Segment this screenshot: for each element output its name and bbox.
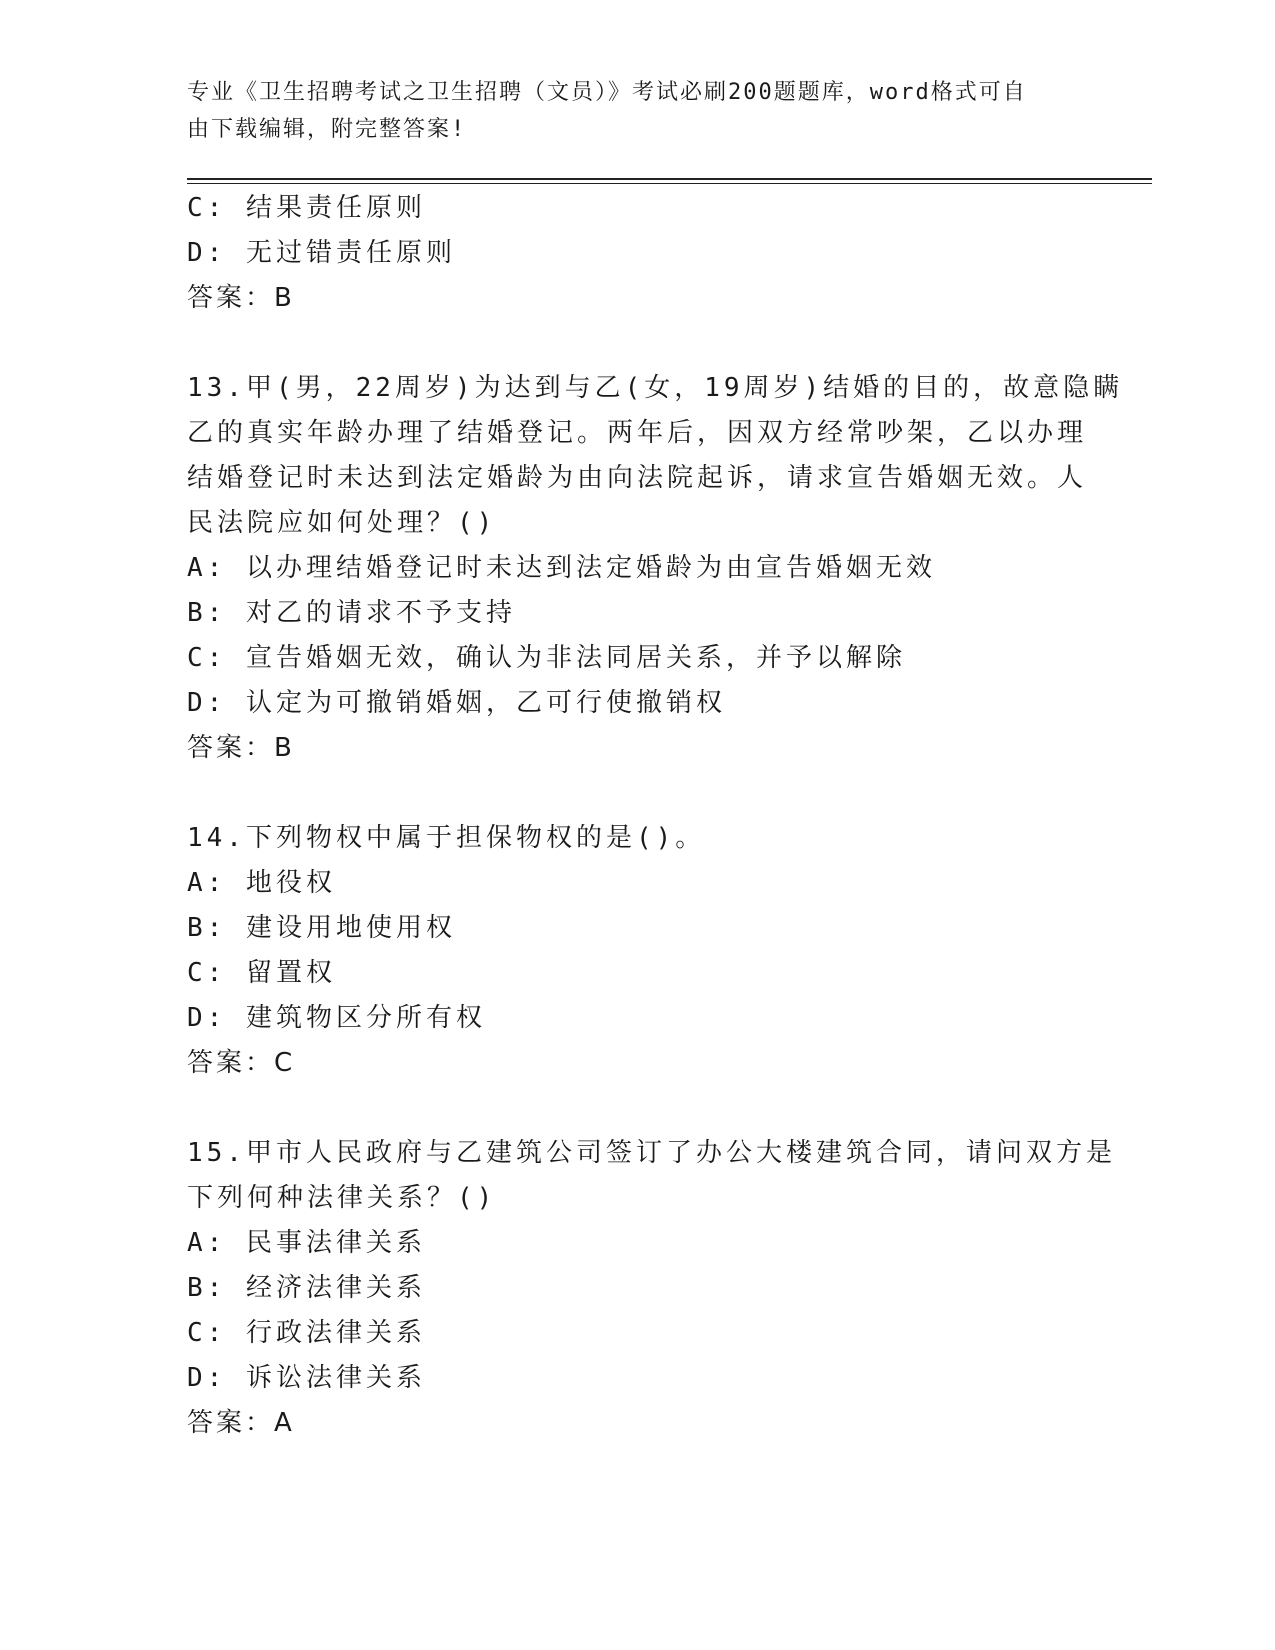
q15-stem-line-2: 下列何种法律关系？(): [187, 1183, 497, 1213]
q12-option-c: C: 结果责任原则: [187, 193, 426, 223]
q14-option-a: A: 地役权: [187, 868, 336, 898]
q13-option-d: D: 认定为可撤销婚姻，乙可行使撤销权: [187, 688, 726, 718]
q15-option-c: C: 行政法律关系: [187, 1318, 426, 1348]
q12-answer: 答案：B: [187, 283, 295, 313]
q14-option-d: D: 建筑物区分所有权: [187, 1003, 486, 1033]
q15-stem-line-1: 15.甲市人民政府与乙建筑公司签订了办公大楼建筑合同，请问双方是: [187, 1138, 1116, 1168]
q14-stem: 14.下列物权中属于担保物权的是()。: [187, 823, 706, 853]
q13-option-b: B: 对乙的请求不予支持: [187, 598, 516, 628]
q13-answer: 答案：B: [187, 733, 295, 763]
q15-answer: 答案：A: [187, 1408, 295, 1438]
header-divider-thin: [187, 183, 1152, 184]
header-line-2: 由下载编辑，附完整答案!: [187, 117, 467, 142]
q13-stem-line-4: 民法院应如何处理？(): [187, 508, 497, 538]
q14-option-b: B: 建设用地使用权: [187, 913, 456, 943]
header-divider-thick: [187, 178, 1152, 180]
q15-option-d: D: 诉讼法律关系: [187, 1363, 426, 1393]
q13-option-a: A: 以办理结婚登记时未达到法定婚龄为由宣告婚姻无效: [187, 553, 936, 583]
header-line-1: 专业《卫生招聘考试之卫生招聘（文员）》考试必刷200题题库，word格式可自: [187, 80, 1027, 105]
q14-answer: 答案：C: [187, 1048, 296, 1078]
q15-option-a: A: 民事法律关系: [187, 1228, 426, 1258]
q13-stem-line-2: 乙的真实年龄办理了结婚登记。两年后，因双方经常吵架，乙以办理: [187, 418, 1088, 448]
q15-option-b: B: 经济法律关系: [187, 1273, 426, 1303]
q13-stem-line-1: 13.甲(男，22周岁)为达到与乙(女，19周岁)结婚的目的，故意隐瞒: [187, 373, 1124, 403]
q13-stem-line-3: 结婚登记时未达到法定婚龄为由向法院起诉，请求宣告婚姻无效。人: [187, 463, 1088, 493]
q12-option-d: D: 无过错责任原则: [187, 238, 456, 268]
document-header: [187, 74, 1087, 148]
q13-option-c: C: 宣告婚姻无效，确认为非法同居关系，并予以解除: [187, 643, 906, 673]
q14-option-c: C: 留置权: [187, 958, 336, 988]
